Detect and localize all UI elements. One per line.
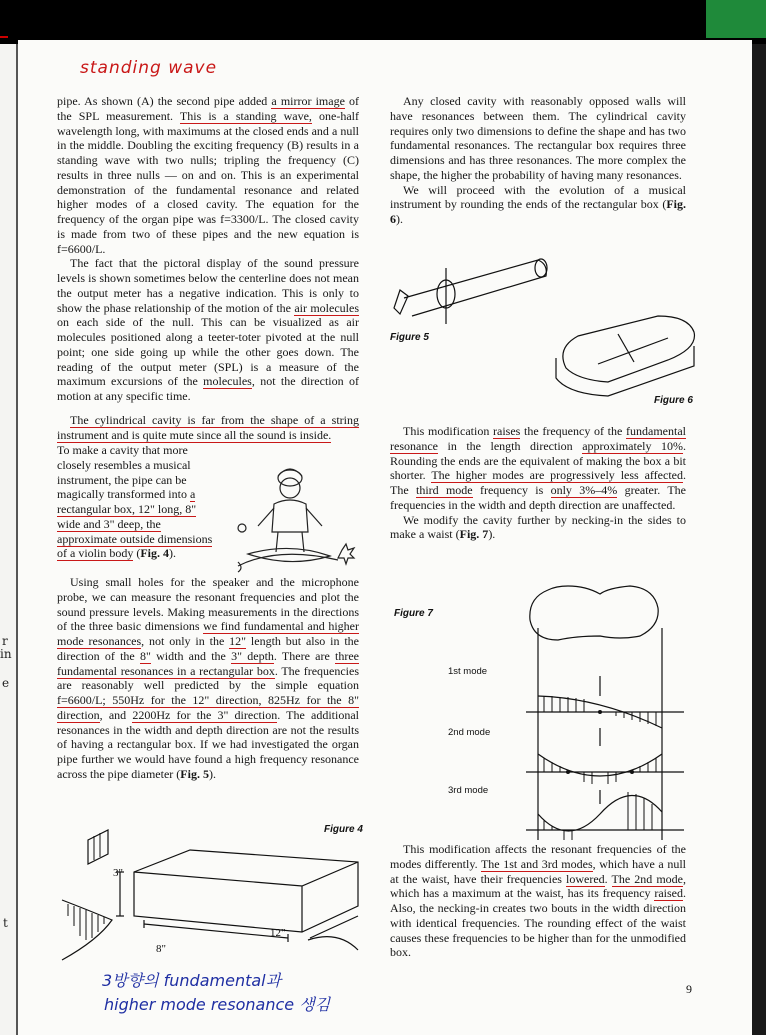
magician-cartoon: [218, 456, 362, 576]
right-column-bottom: [390, 842, 686, 960]
left-column: [57, 94, 359, 404]
paragraph-evolution: We will proceed with the evolution of a musical instrument by rounding the ends of the rectangular box (Fig. 6).: [390, 182, 686, 226]
margin-fragment: r: [2, 634, 8, 648]
right-column-middle: [390, 424, 686, 542]
dim-3-label: 3": [113, 867, 123, 879]
paragraph-waist: We modify the cavity further by necking-in the sides to make a waist (Fig. 7).: [390, 512, 686, 542]
margin-fragment: e: [2, 676, 10, 690]
handwritten-title: standing wave: [80, 58, 218, 78]
margin-fragment: in: [0, 647, 12, 661]
text-run: To make a cavity that more closely resembles a musical instrument, the pipe can be magically transformed into: [57, 443, 191, 502]
dim-8-label: 8": [156, 943, 166, 955]
page-number: 9: [686, 982, 692, 996]
mode-label-1: 1st mode: [448, 666, 488, 677]
paragraph-closed-cavity: Any closed cavity with reasonably opposed walls will have resonances between them. The cylindrical cavity requires only two dimensions to define the shape and has two fundamental resonances. The rectangular box requires three dimensions and has three resonances. The more complex the shape, the higher the probability of having many resonances.: [390, 94, 686, 182]
figure-5-diagram: [390, 254, 560, 334]
text-run: (: [133, 546, 141, 561]
paragraph-pipe: pipe. As shown (A) the second pipe added a mirror image of the SPL measurement. This is a standing wave, one-half wavelength long, with maximums at the closed ends and a null in the middle. Doubling the exciting frequency (B) results in a standing wave with two nulls; tripling the frequency (C) results in three nulls — on and on. This is an experimental demonstration of the fundamental resonance and related higher modes of a closed cavity. The equation for the frequency of the organ pipe was f=3300/L. The closed cavity is made from two of these pipes and the new equation is f=6600/L.: [57, 94, 359, 256]
paragraph-pictoral: The fact that the pictoral display of the sound pressure levels is shown sometimes below the centerline does not mean the output meter has a negative indication. This is only to show the phase relationship of the motion of the air molecules on each side of the null. This can be visualized as air molecules positioned along a teeter-toter pivoted at the null point; one side going up while the other goes down. The reading of the output meter (SPL) is a measure of the maximum excursions of the molecules, not the direction of motion at any specific time.: [57, 256, 359, 403]
paragraph-cylindrical-wrap: [57, 443, 217, 561]
figure-4-caption: Figure 4: [324, 824, 363, 835]
figure-7-diagram: [508, 578, 698, 848]
scan-top-border: [0, 0, 766, 44]
figure-7-caption: Figure 7: [394, 608, 433, 619]
red-pen-tick: [0, 36, 8, 38]
handwritten-note-line1: 3방향의 fundamental과: [102, 971, 282, 990]
mode-label-3: 3rd mode: [448, 785, 489, 796]
paragraph-modification: This modification raises the frequency of the fundamental resonance in the length direction approximately 10%. Rounding the ends are the equivalent of making the box a bit shorter. The higher modes are progressively less affected. The third mode frequency is only 3%–4% greater. The frequencies in the width and depth direction are unaffected.: [390, 424, 687, 512]
figure-6-diagram: [548, 308, 718, 400]
previous-page-edge: [0, 44, 16, 1035]
dim-12-label: 12": [270, 927, 286, 939]
figure-4-diagram: [58, 820, 368, 970]
figure-5-caption: Figure 5: [390, 332, 429, 343]
text-run: a rectangular box, 12" long, 8" wide and 3" deep, the approximate outside dimensions of a violin body: [57, 487, 213, 561]
green-tab: [706, 0, 766, 38]
paragraph-modes-affected: This modification affects the resonant frequencies of the modes differently. The 1st and 3rd modes, which have a null at the waist, have their frequencies lowered. The 2nd mode, which has a maximum at the waist, has its frequency raised. Also, the necking-in creates two bouts in the width direction with identical frequencies. The rounding effect of the waist causes these frequencies to be higher than for the unmodified box.: [390, 842, 686, 960]
text-run: ).: [169, 546, 176, 561]
handwritten-note-line2: higher mode resonance 생김: [104, 995, 331, 1014]
mode-label-2: 2nd mode: [448, 727, 491, 738]
figure-6-caption: Figure 6: [654, 395, 693, 406]
right-column-top: [390, 94, 686, 227]
margin-fragment: t: [3, 916, 8, 930]
paragraph-cylindrical-head: The cylindrical cavity is far from the shape of a string instrument and is quite mute since all the sound is inside.: [57, 413, 359, 442]
text-run: Fig. 4: [140, 546, 169, 561]
paragraph-measurement: Using small holes for the speaker and the microphone probe, we can measure the resonant frequencies and plot the sound pressure levels. Making measurements in the directions of the three basic dimensions we find fundamental and higher mode resonances, not only in the 12" length but also in the direction of the 8" width and the 3" depth. There are three fundamental resonances in a rectangular box. The frequencies are reasonably well predicted by the simple equation f=6600/L; 550Hz for the 12" direction, 825Hz for the 8" direction, and 2200Hz for the 3" direction. The additional resonances in the width and depth direction are not the results of having a rectangular box. If we had investigated the organ pipe further we would have found a high frequency resonance across the pipe diameter (Fig. 5).: [57, 575, 360, 781]
page: [18, 40, 752, 1035]
